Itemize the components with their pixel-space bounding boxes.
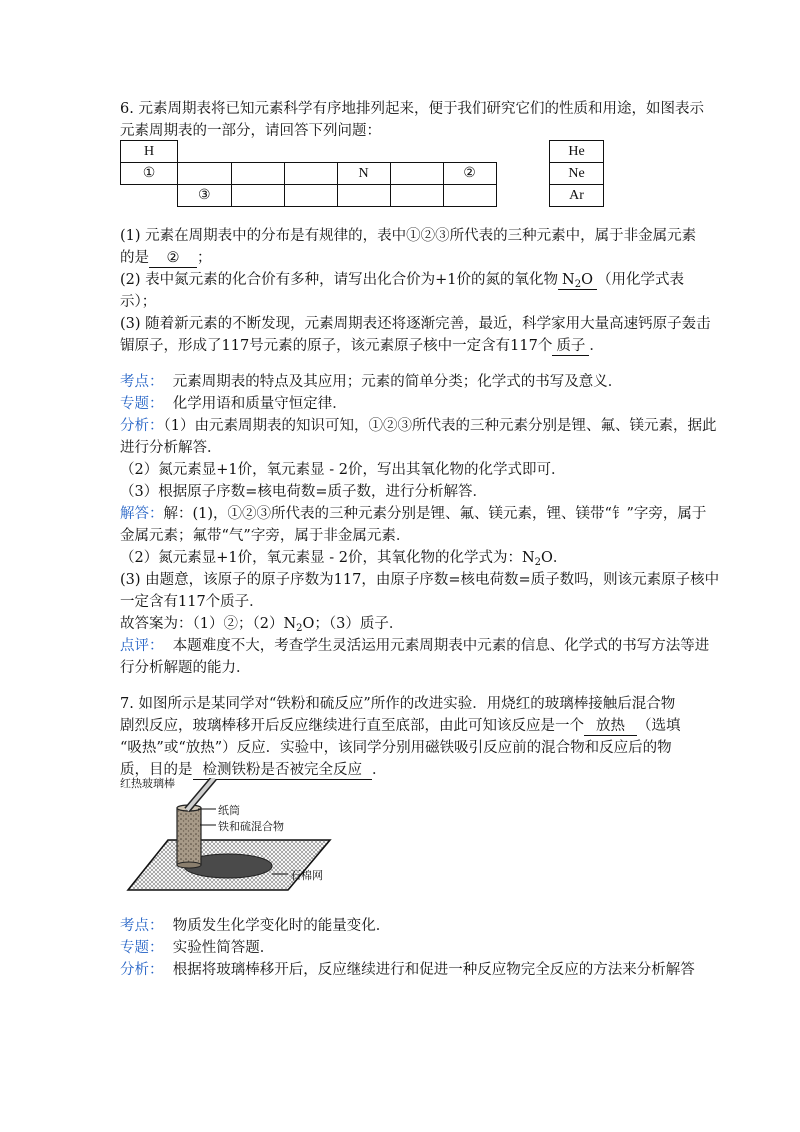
cell-n: N — [337, 163, 390, 185]
q6-fenxi-line1: 分析：（1）由元素周期表的知识可知，①②③所代表的三种元素分别是锂、氟、镁元素，据此 — [120, 418, 717, 434]
q6-fenxi-line2: 进行分析解答． — [120, 440, 222, 456]
q6-part3-line1: (3) 随着新元素的不断发现，元素周期表还将逐渐完善，最近，科学家用大量高速钙原子轰击 — [120, 316, 711, 332]
q6-part2-line1: (2) 表中氮元素的化合价有多种，请写出化合价为+1价的氮的氧化物 $N_2O$ （用化学式表 — [120, 272, 684, 290]
q6-final-answer: 故答案为：（1）②；$(2)N_2O$；（3）质子． — [120, 616, 404, 634]
periodic-table-fragment — [120, 140, 604, 207]
kaodian-label: 考点： — [120, 374, 164, 390]
q7-stem-line1: 7. 如图所示是某同学对“铁粉和硫反应”所作的改进实验．用烧红的玻璃棒接触后混合物 — [120, 696, 676, 712]
paper-tube — [177, 808, 201, 865]
q6-part1-line1: (1) 元素在周期表中的分布是有规律的，表中①②③所代表的三种元素中，属于非金属元素 — [120, 228, 697, 244]
q6-fenxi-line4: （3）根据原子序数=核电荷数=质子数，进行分析解答． — [120, 484, 488, 500]
cell-element-2: ② — [443, 163, 496, 185]
q6-dianping-line2: 行分析解题的能力． — [120, 660, 251, 676]
answer-blank-2: $N_2O$ — [558, 272, 597, 290]
zhuanti-label: 专题： — [120, 396, 164, 412]
label-gauze: 石棉网 — [290, 869, 323, 882]
kaodian-label: 考点： — [120, 918, 164, 934]
experiment-figure — [120, 778, 350, 896]
q6-kaodian: 考点： 元素周期表的特点及其应用；元素的简单分类；化学式的书写及意义． — [120, 374, 623, 390]
zhuanti-label: 专题： — [120, 940, 164, 956]
answer-blank-1: ② — [149, 250, 197, 268]
q7-zhuanti: 专题： 实验性简答题． — [120, 940, 275, 956]
label-glass-rod: 红热玻璃棒 — [120, 777, 175, 790]
q6-dianping-line1: 点评： 本题难度不大，考查学生灵活运用元素周期表中元素的信息、化学式的书写方法等进 — [120, 638, 710, 654]
cell-element-1: ① — [121, 163, 178, 185]
q6-jieda-line5: 一定含有117个质子． — [120, 594, 264, 610]
cell-ar: Ar — [550, 185, 604, 207]
answer-blank-4: 放热 — [584, 718, 637, 736]
q6-part2-line2: 示）； — [120, 294, 157, 310]
cell-h: H — [121, 141, 178, 163]
q7-stem-line4: 质，目的是 检测铁粉是否被完全反应 ． — [120, 762, 387, 778]
fenxi-label: 分析： — [120, 962, 164, 978]
answer-blank-5: 检测铁粉是否被完全反应 — [193, 762, 373, 780]
q6-fenxi-line3: （2）氮元素显+1价，氧元素显 - 2价，写出其氧化物的化学式即可． — [120, 462, 566, 478]
q7-stem-line3: “吸热”或“放热”）反应．实验中，该同学分别用磁铁吸引反应前的混合物和反应后的物 — [120, 740, 672, 756]
label-paper-tube: 纸筒 — [218, 804, 240, 817]
q7-stem-line2: 剧烈反应，玻璃棒移开后反应继续进行直至底部，由此可知该反应是一个 放热 （选填 — [120, 718, 681, 734]
q7-fenxi: 分析： 根据将玻璃棒移开后，反应继续进行和促进一种反应物完全反应的方法来分析解答 — [120, 962, 695, 978]
cell-ne: Ne — [550, 163, 604, 185]
q6-stem-line2: 元素周期表的一部分，请回答下列问题： — [120, 123, 381, 139]
dianping-label: 点评： — [120, 638, 164, 654]
q6-part3-line2: 镅原子，形成了117号元素的原子，该元素原子核中一定含有117个 质子 ． — [120, 338, 604, 354]
q6-jieda-line1: 解答：解：(1)，①②③所代表的三种元素分别是锂、氟、镁元素，锂、镁带“钅”字旁，属于 — [120, 506, 707, 522]
fenxi-label: 分析： — [120, 418, 164, 434]
q6-jieda-line3: （2）氮元素显+1价，氧元素显 - 2价，其氧化物的化学式为：$N_2O$． — [120, 550, 568, 568]
q6-part1-line2: 的是 ② ； — [120, 250, 212, 266]
jieda-label: 解答： — [120, 506, 164, 522]
q6-stem-line1: 6. 元素周期表将已知元素科学有序地排列起来，便于我们研究它们的性质和用途，如图表示 — [120, 101, 704, 117]
answer-blank-3: 质子 — [552, 338, 589, 356]
q7-kaodian: 考点： 物质发生化学变化时的能量变化． — [120, 918, 391, 934]
label-mixture: 铁和硫混合物 — [218, 820, 284, 833]
q6-zhuanti: 专题： 化学用语和质量守恒定律． — [120, 396, 347, 412]
q6-jieda-line4: (3) 由题意，该原子的原子序数为117，由原子序数=核电荷数=质子数吗，则该元素原子核中 — [120, 572, 720, 588]
q6-jieda-line2: 金属元素；氟带“气”字旁，属于非金属元素． — [120, 528, 411, 544]
cell-he: He — [550, 141, 604, 163]
cell-element-3: ③ — [178, 185, 232, 207]
